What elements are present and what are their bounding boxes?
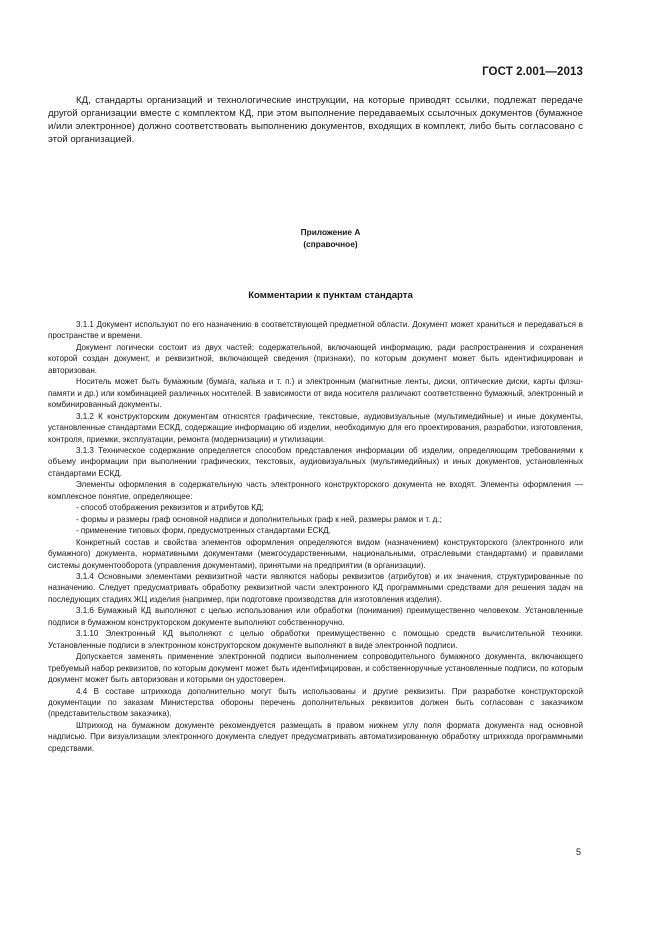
paragraph: Элементы оформления в содержательную часть электронного конструкторского документа не входят. Элементы оформления — комплексное понятие, определяющее: <box>48 480 583 501</box>
section-title: Комментарии к пунктам стандарта <box>248 290 413 301</box>
intro-text-block <box>48 94 583 146</box>
page-number: 5 <box>575 847 581 857</box>
dash-list-item: - способ отображения реквизитов и атрибутов КД; <box>76 503 264 513</box>
dash-list-item: - формы и размеры граф основной надписи и дополнительных граф к ней, размеры рамок и т. д.; <box>76 514 442 524</box>
paragraph: Конкретный состав и свойства элементов оформления определяются видом (назначением) конструкторского (электронного или бумажного) документа, нормативными документами (межгосударственными, национальными, отраслевыми стандартами) и правилами системы документооборота (управления документами), принятыми на предприятии (в организации). <box>48 537 583 570</box>
appendix-title: Приложение А <box>300 227 361 237</box>
paragraph: 3.1.2 К конструкторским документам относятся графические, текстовые, аудиовизуальные (мультимедийные) и иные документы, установленные стандартами ЕСКД, содержащие информацию об изделии, необходимую для его проектирования, разработки, изготовления, контроля, приемки, эксплуатации, ремонта (модернизации) и утилизации. <box>48 411 583 444</box>
dash-list-item: - применение типовых форм, предусмотренных стандартами ЕСКД. <box>76 526 331 536</box>
paragraph: 3.1.4 Основными элементами реквизитной части являются наборы реквизитов (атрибутов) и их значения, структурированные по назначению. Следует предусматривать обработку реквизитной части электронного КД программными средствами для решения задач на последующих стадиях ЖЦ изделия (например, при подготовке производства для изготовления изделия). <box>48 571 583 604</box>
paragraph: 3.1.3 Техническое содержание определяется способом представления информации об изделии, определяющим требованиями к объему информации при выполнении графических, текстовых, аудиовизуальных (мультимедийных) и иных документов, установленных стандартами ЕСКД. <box>48 445 583 478</box>
paragraph: Носитель может быть бумажным (бумага, калька и т. п.) и электронным (магнитные ленты, диски, оптические диски, карты флэш-памяти и др.) или комбинацией различных носителей. В зависимости от вида носителя различают соответственно бумажный, электронный и комбинированный документы. <box>48 377 583 410</box>
document-code-header: ГОСТ 2.001—2013 <box>482 66 583 78</box>
appendix-heading <box>0 226 661 250</box>
paragraph: 3.1.6 Бумажный КД выполняют с целью использования или обработки (понимания) преимущественно человеком. Установленные подписи в бумажном конструкторском документе выполняют собственноручно. <box>48 606 583 627</box>
comments-body <box>48 319 583 754</box>
paragraph: Штрихкод на бумажном документе рекомендуется размещать в правом нижнем углу поля формата документа над основной надписью. При визуализации электронного документа следует предусматривать автоматизированную обработку штрихкода программными средствами. <box>48 720 583 753</box>
paragraph: Документ логически состоит из двух частей: содержательной, включающей информацию, ради распространения и сохранения которой создан документ, и реквизитной, включающей сведения (признаки), по которым документ может быть идентифицирован и авторизован. <box>48 342 583 375</box>
paragraph: Допускается заменять применение электронной подписи выполнением сопроводительного бумажного документа, включающего требуемый набор реквизитов, по которым документ может быть идентифицирован, и собственноручные установленные подписи, по которым документ может быть авторизован и которыми он удостоверен. <box>48 652 583 685</box>
paragraph: 3.1.10 Электронный КД выполняют с целью обработки преимущественно с помощью средств вычислительной техники. Установленные подписи в электронном конструкторском документе выполняют в виде электронной подписи. <box>48 629 583 650</box>
intro-paragraph: КД, стандарты организаций и технологические инструкции, на которые приводят ссылки, подлежат передаче другой организации вместе с комплектом КД, при этом выполнение передаваемых ссылочных документов (бумажное и/или электронное) должно соответствовать выполнению документов, входящих в комплект, либо быть согласовано с этой организацией. <box>48 95 583 145</box>
appendix-subtitle: (справочное) <box>303 239 358 249</box>
paragraph: 4.4 В составе штрихкода дополнительно могут быть использованы и другие реквизиты. При разработке конструкторской документации по заказам Министерства обороны перечень дополнительных реквизитов должен быть согласован с заказчиком (представительством заказчика). <box>48 686 583 719</box>
paragraph: 3.1.1 Документ используют по его назначению в соответствующей предметной области. Документ может храниться и передаваться в пространстве и времени. <box>48 320 583 341</box>
